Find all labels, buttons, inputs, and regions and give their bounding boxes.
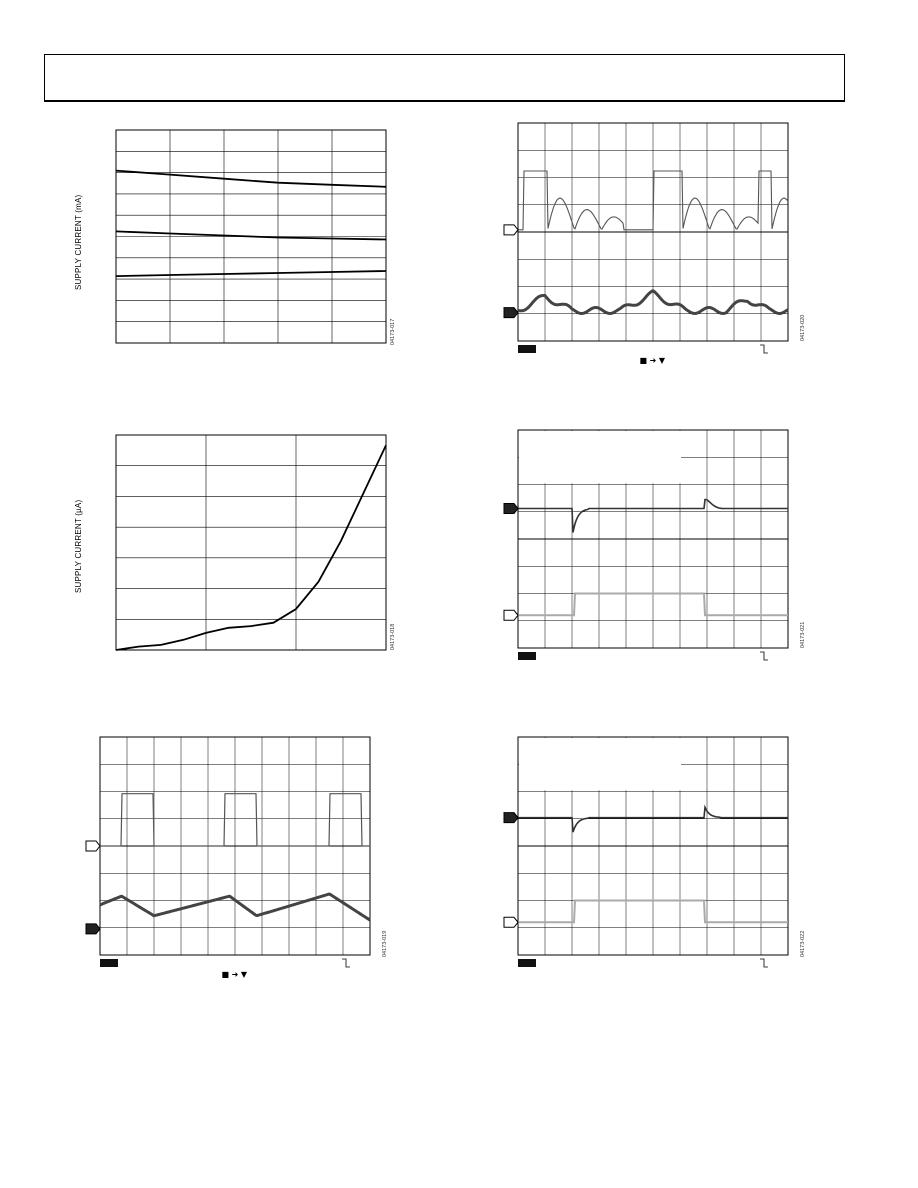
series-line-3 [116,271,386,276]
figure-id: 04173-019 [382,930,388,957]
trigger-edge-icon [760,345,768,353]
channel-marker [504,813,518,823]
supply-current-ma-chart [60,120,400,360]
series-line-1 [116,171,386,187]
scope-screen [500,118,820,368]
scope-info-panel [519,431,681,483]
scope-info-panel [519,738,681,790]
y-axis-label: SUPPLY CURRENT (µA) [74,499,83,593]
figure-id: 04173-022 [800,930,806,957]
scope-run-badge [518,345,536,353]
page-header-box [44,54,845,102]
figure-id: 04173-021 [800,621,806,648]
plot-frame [116,435,386,650]
trigger-edge-icon [760,652,768,660]
scope-top-right [500,118,820,368]
scope-bottom-right [500,732,820,972]
series-line-2 [116,231,386,239]
timebase-icon: ■ ➜ ▼ [221,970,247,979]
scope-screen [82,732,402,982]
scope-run-badge [518,959,536,967]
trigger-edge-icon [760,959,768,967]
channel-marker [86,841,100,851]
supply-current-ua-figure [60,425,400,665]
scope-screen [500,732,820,972]
scope-run-badge [100,959,118,967]
scope-screen [500,425,820,665]
y-axis-label: SUPPLY CURRENT (mA) [74,194,83,290]
channel-marker [504,503,518,513]
scope-run-badge [518,652,536,660]
channel-marker [504,225,518,235]
scope-middle-right [500,425,820,665]
channel-marker [504,308,518,318]
trigger-edge-icon [342,959,350,967]
supply-current-ma-figure [60,120,400,360]
scope-bottom-left [82,732,402,982]
figure-id: 04173-020 [800,314,806,341]
channel-marker [86,924,100,934]
channel-marker [504,917,518,927]
supply-current-ua-chart [60,425,400,665]
channel-marker [504,610,518,620]
timebase-icon: ■ ➜ ▼ [639,356,665,365]
figure-id: 04173-017 [390,318,396,345]
figure-id: 04173-018 [390,623,396,650]
